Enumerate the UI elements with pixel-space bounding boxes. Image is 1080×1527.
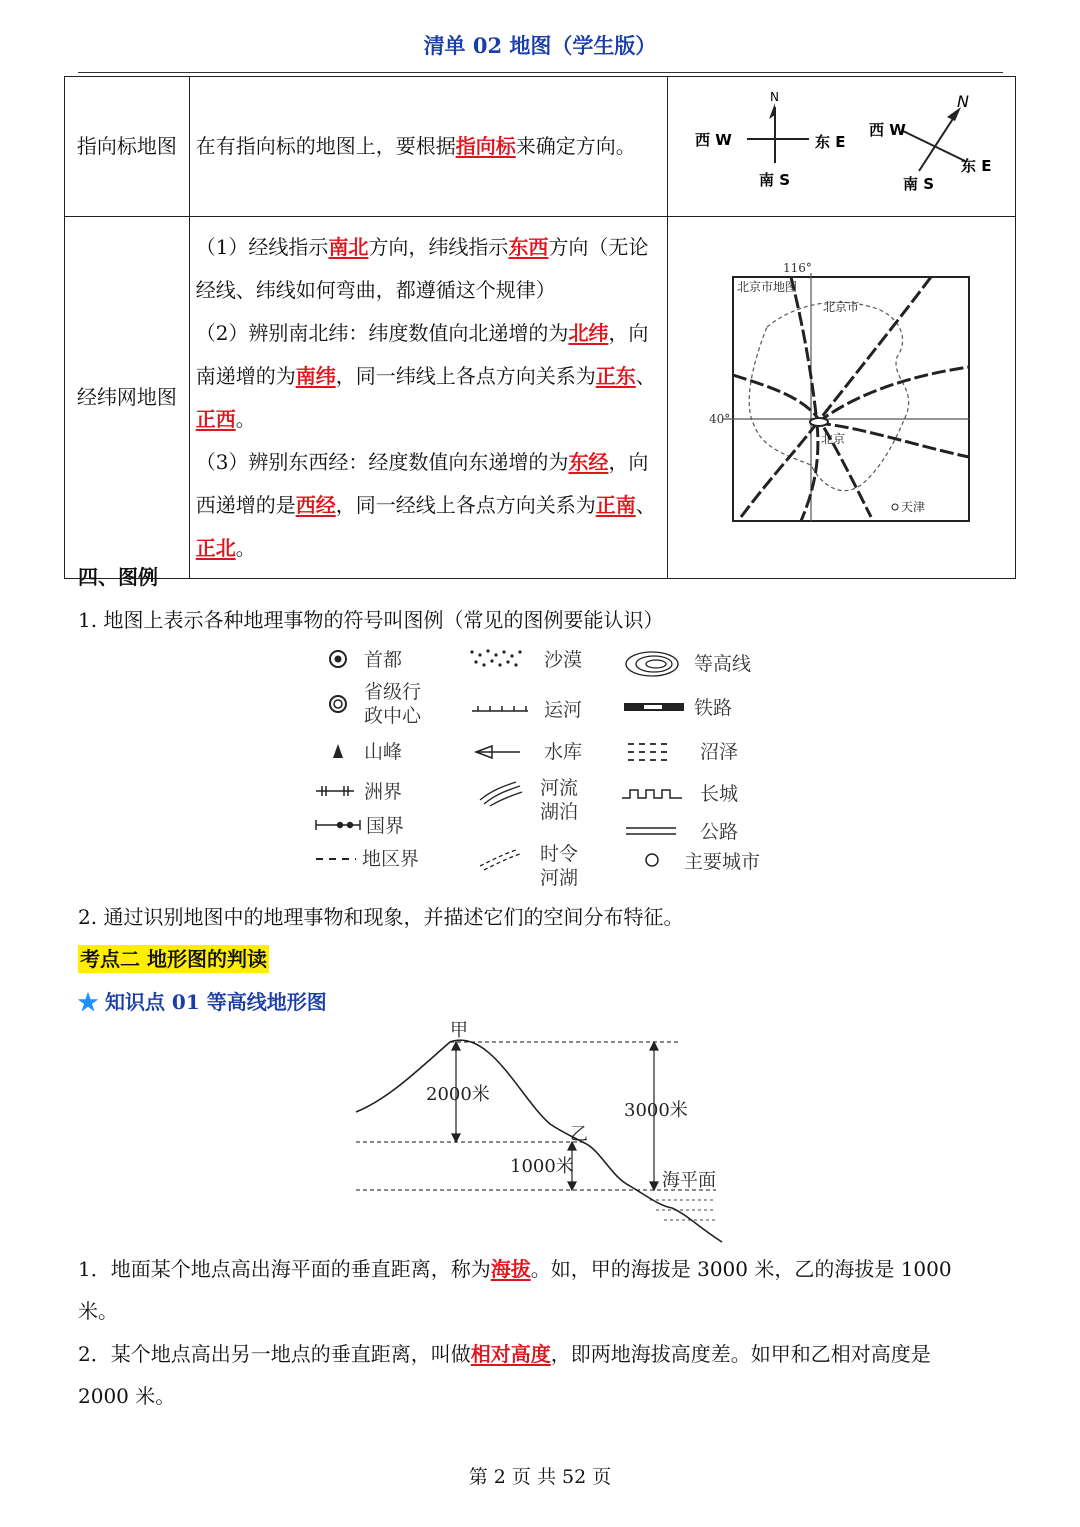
legend-item-2: 2. 通过识别地图中的地理事物和现象，并描述它们的空间分布特征。: [78, 905, 684, 929]
exam-point-2-title: 考点二 地形图的判读: [80, 947, 267, 971]
section-title-legend: 四、图例: [78, 565, 158, 589]
contour-icon: [626, 652, 678, 676]
label-jia: 甲: [450, 1020, 468, 1041]
legend-country: 国界: [366, 815, 405, 837]
legend-prov1: 省级行: [364, 681, 422, 703]
legend-reservoir: 水库: [544, 741, 583, 763]
canal-icon: [472, 706, 528, 711]
label-3000m: 3000米: [624, 1100, 688, 1121]
row-label-grid-map: 经纬网地图: [65, 217, 190, 579]
page-header-title: 清单 02 地图（学生版）: [423, 33, 657, 58]
keyword: 指向标: [455, 134, 516, 158]
legend-swamp: 沼泽: [700, 741, 739, 763]
elevation-diagram: [350, 1018, 730, 1246]
legend-continent: 洲界: [364, 781, 403, 803]
page-footer: 第 2 页 共 52 页: [468, 1466, 612, 1488]
compass-rose-svg: [671, 77, 1013, 201]
legend-river2: 湖泊: [540, 801, 579, 823]
legend-symbols-figure: [300, 640, 780, 890]
legend-peak: 山峰: [364, 741, 403, 763]
river-lake-icon: [480, 782, 522, 806]
compass-e: 东 E: [814, 133, 846, 151]
legend-region: 地区界: [362, 848, 420, 870]
continent-boundary-icon: [316, 786, 354, 796]
legend-seasonal2: 河湖: [540, 867, 579, 889]
map-city-c: 天津: [900, 500, 925, 514]
table-row: [65, 217, 1016, 579]
legend-wall: 长城: [700, 783, 739, 805]
compass-w: 西 W: [694, 131, 732, 149]
great-wall-icon: [622, 790, 682, 798]
knowledge-point-title: ★ 知识点 01 等高线地形图: [78, 990, 327, 1014]
map-title: 北京市地图: [736, 280, 797, 294]
legend-contour: 等高线: [694, 653, 752, 675]
provincial-center-icon: [330, 696, 346, 712]
legend-railway: 铁路: [694, 697, 733, 719]
compass-rose-icon: [695, 90, 845, 189]
legend-prov2: 政中心: [364, 705, 422, 727]
grid-rule-1: （1）经线指示南北方向，纬线指示东西方向（无论经线、纬线如何弯曲，都遵循这个规律）: [195, 234, 649, 302]
row-desc-compass-map: 在有指向标的地图上，要根据指向标来确定方向。: [189, 77, 668, 217]
compass-s: 南 S: [758, 171, 790, 189]
table-row: [65, 77, 1016, 217]
reservoir-icon: [476, 746, 520, 758]
compass2-w: 西 W: [868, 121, 906, 139]
legend-canal: 运河: [544, 699, 583, 721]
grid-rule-3: （3）辨别东西经：经度数值向东递增的为东经，向西递增的是西经，同一经线上各点方向关系为正南、正北。: [195, 449, 656, 560]
row-label-compass-map: 指向标地图: [65, 77, 190, 217]
label-1000m: 1000米: [510, 1156, 574, 1177]
beijing-map-svg: [671, 217, 1013, 563]
grid-rule-2: （2）辨别南北纬：纬度数值向北递增的为北纬，向南递增的为南纬，同一纬线上各点方向关系为正东、正西。: [195, 320, 656, 431]
map-city-b: 北京: [820, 432, 845, 446]
seasonal-river-icon: [480, 850, 520, 870]
map-types-table: [64, 76, 1016, 579]
legend-desert: 沙漠: [544, 649, 583, 671]
legend-city: 主要城市: [684, 851, 761, 873]
city-icon: [646, 854, 658, 866]
beijing-boundary: [749, 302, 908, 490]
beijing-map-figure: [668, 217, 1016, 579]
row-desc-grid-map: [189, 217, 668, 579]
map-latitude: 40°: [708, 412, 730, 426]
legend-capital: 首都: [364, 649, 403, 671]
road-icon: [626, 828, 676, 834]
relative-height-paragraph: 2．某个地点高出另一地点的垂直距离，叫做相对高度，即两地海拔高度差。如甲和乙相对高度是 2000 米。: [78, 1342, 931, 1408]
legend-seasonal1: 时令: [540, 843, 579, 865]
railway-icon: [624, 703, 684, 711]
compass2-s: 南 S: [902, 175, 934, 193]
peak-icon: [333, 744, 343, 758]
legend-item-1: 1. 地图上表示各种地理事物的符号叫图例（常见的图例要能认识）: [78, 608, 664, 632]
header-divider: [78, 72, 1003, 73]
legend-road: 公路: [700, 821, 739, 843]
compass-n: N: [769, 90, 779, 104]
label-2000m: 2000米: [426, 1084, 490, 1105]
desert-icon: [470, 649, 521, 666]
altitude-paragraph: 1．地面某个地点高出海平面的垂直距离，称为海拔。如，甲的海拔是 3000 米，乙的海拔是 1000 米。: [78, 1257, 952, 1323]
map-city-a: 北京市: [822, 300, 859, 314]
compass-figure: [668, 77, 1016, 217]
legend-river1: 河流: [540, 777, 579, 799]
label-yi: 乙: [570, 1124, 588, 1145]
compass2-n: N: [956, 92, 969, 111]
swamp-icon: [628, 744, 670, 760]
rotated-compass-icon: [869, 92, 991, 193]
compass2-e: 东 E: [960, 157, 992, 175]
star-icon: ★: [78, 990, 98, 1014]
label-sea-level: 海平面: [662, 1170, 716, 1191]
terrain-profile: [356, 1040, 722, 1242]
map-longitude: 116°: [782, 261, 812, 275]
country-boundary-icon: [316, 820, 360, 830]
capital-icon: [330, 651, 346, 667]
